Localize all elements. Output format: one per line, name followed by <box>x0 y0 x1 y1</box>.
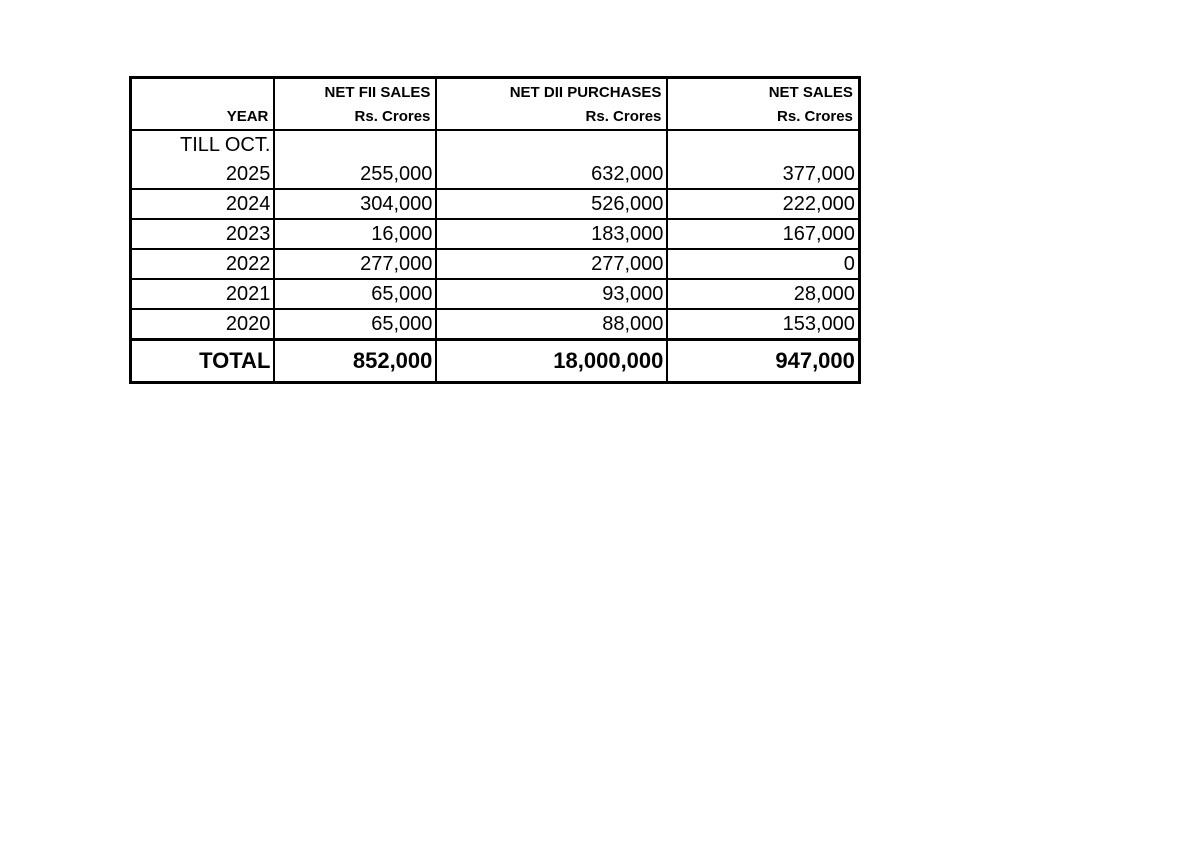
total-label: TOTAL <box>199 348 271 373</box>
fii-sales-cell: 65,000 <box>274 279 436 309</box>
table-row <box>131 159 860 189</box>
table-row <box>131 309 860 340</box>
header-year <box>131 78 275 131</box>
header-net-sales-label: NET SALES <box>768 84 853 101</box>
total-fii-sales: 852,000 <box>274 340 436 383</box>
till-oct-label: TILL OCT. <box>180 134 271 156</box>
dii-purchases-cell: 93,000 <box>436 279 667 309</box>
empty-cell <box>436 130 667 159</box>
header-fii-sales-unit: Rs. Crores <box>354 108 431 125</box>
fii-sales-cell: 277,000 <box>274 249 436 279</box>
table-row <box>131 219 860 249</box>
year-cell: 2024 <box>131 189 275 219</box>
net-sales-cell: 377,000 <box>667 159 859 189</box>
header-fii-sales-label: NET FII SALES <box>324 84 431 101</box>
header-net-sales-unit: Rs. Crores <box>777 108 853 125</box>
total-row <box>131 340 860 383</box>
net-sales-cell: 28,000 <box>667 279 859 309</box>
fii-sales-cell: 304,000 <box>274 189 436 219</box>
header-net-sales <box>667 78 859 131</box>
header-row <box>131 78 860 131</box>
fii-dii-table <box>129 76 861 384</box>
net-sales-cell: 153,000 <box>667 309 859 340</box>
year-cell: 2020 <box>131 309 275 340</box>
header-dii-purchases <box>436 78 667 131</box>
dii-purchases-cell: 88,000 <box>436 309 667 340</box>
dii-purchases-cell: 632,000 <box>436 159 667 189</box>
header-dii-purchases-label: NET DII PURCHASES <box>509 84 662 101</box>
empty-cell <box>667 130 859 159</box>
year-cell: 2022 <box>131 249 275 279</box>
net-sales-cell: 222,000 <box>667 189 859 219</box>
fii-sales-cell: 65,000 <box>274 309 436 340</box>
net-sales-cell: 167,000 <box>667 219 859 249</box>
header-fii-sales <box>274 78 436 131</box>
fii-sales-cell: 255,000 <box>274 159 436 189</box>
header-dii-purchases-unit: Rs. Crores <box>585 108 662 125</box>
empty-cell <box>274 130 436 159</box>
total-dii-purchases: 18,000,000 <box>436 340 667 383</box>
year-cell: 2025 <box>131 159 275 189</box>
till-oct-row <box>131 130 860 159</box>
header-year-label: YEAR <box>226 108 269 125</box>
table-row <box>131 249 860 279</box>
fii-sales-cell: 16,000 <box>274 219 436 249</box>
dii-purchases-cell: 183,000 <box>436 219 667 249</box>
dii-purchases-cell: 277,000 <box>436 249 667 279</box>
net-sales-cell: 0 <box>667 249 859 279</box>
table-row <box>131 189 860 219</box>
year-cell: 2021 <box>131 279 275 309</box>
table-row <box>131 279 860 309</box>
total-net-sales: 947,000 <box>667 340 859 383</box>
year-cell: 2023 <box>131 219 275 249</box>
dii-purchases-cell: 526,000 <box>436 189 667 219</box>
